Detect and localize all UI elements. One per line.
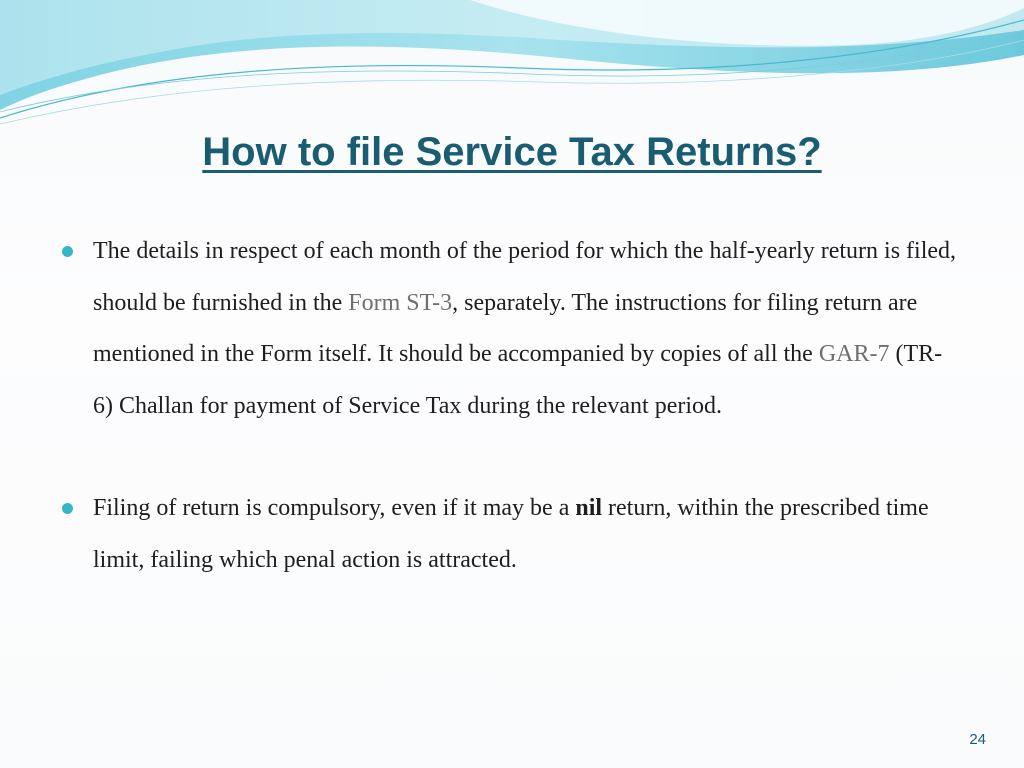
gar7-link-text: GAR-7 — [818, 341, 890, 367]
form-st3-link-text: Form ST-3 — [348, 289, 453, 316]
bullet-item-2 — [62, 483, 962, 586]
bullet-text: return, within the prescribed time limit, failing which penal action is attracted. — [93, 495, 929, 573]
bullet-text: (TR-6) Challan for payment of Service Tax during the relevant period. — [93, 341, 943, 419]
bullet-text: The details in respect of each month of the period for which the half-yearly return is filed, should be furnished in the — [93, 238, 957, 316]
bullet-text: , separately. The instructions for filing return are mentioned in the Form itself. It should be accompanied by copies of all the — [93, 289, 918, 367]
bullet-dot-icon — [62, 503, 73, 514]
nil-emphasis-text: nil — [575, 495, 603, 521]
header-wave-decoration — [0, 0, 1024, 130]
bullet-text: Filing of return is compulsory, even if it may be a — [93, 495, 576, 521]
slide-title-text: How to file Service Tax Returns? — [202, 130, 822, 174]
bullet-dot-icon — [62, 246, 73, 257]
bullet-list — [62, 226, 962, 586]
bullet-item-1 — [62, 226, 962, 432]
slide-title — [0, 122, 1024, 182]
page-number: 24 — [969, 731, 986, 748]
